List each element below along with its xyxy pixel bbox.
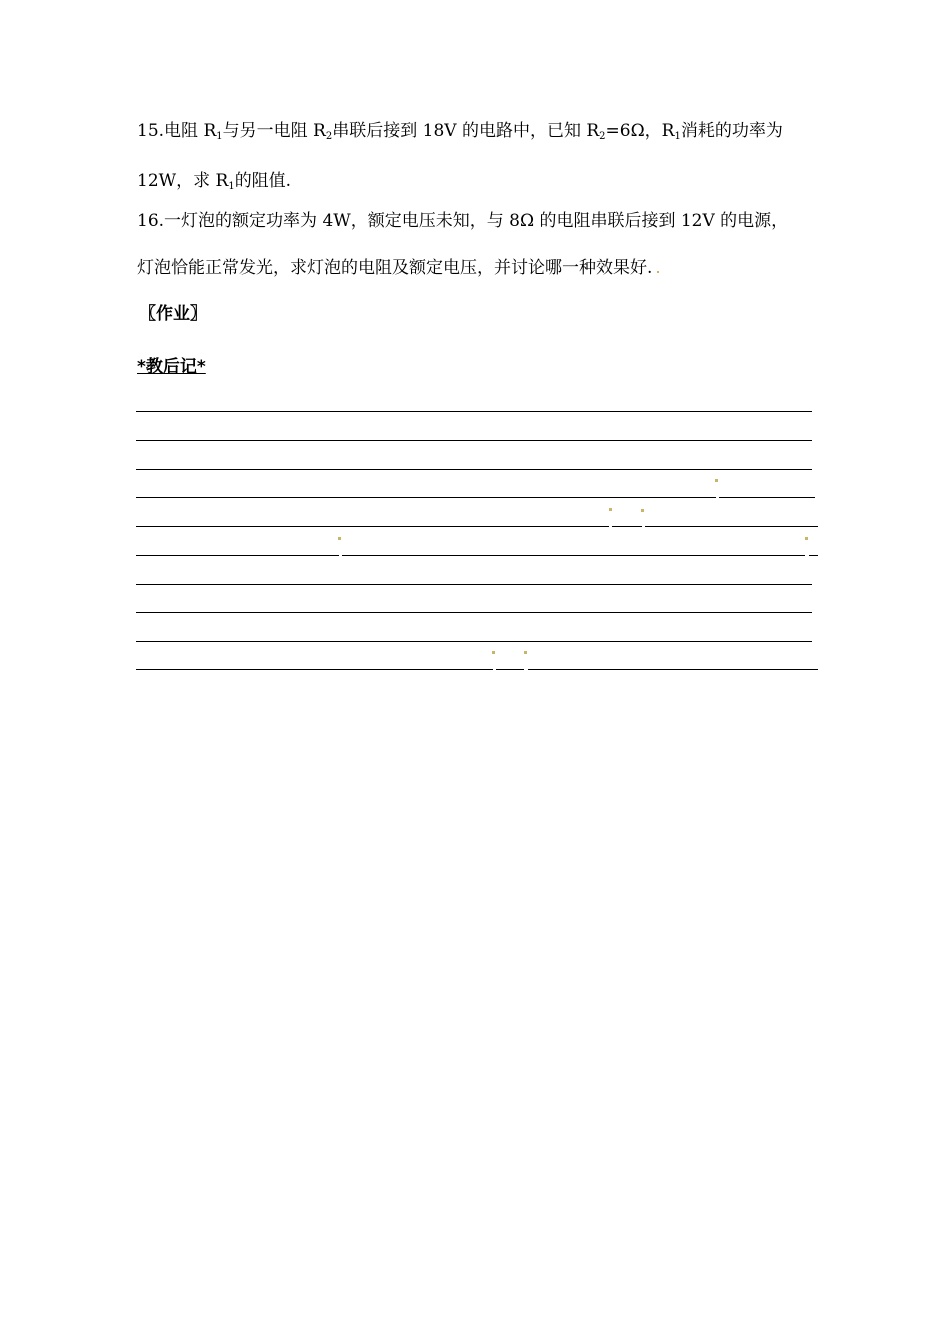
speck-mark bbox=[338, 537, 341, 540]
homework-heading: 〖作业〗 bbox=[139, 304, 207, 324]
writing-line-4b bbox=[719, 497, 815, 498]
writing-line-5a bbox=[136, 526, 609, 527]
writing-line-7 bbox=[136, 584, 812, 585]
writing-line-10c bbox=[528, 669, 818, 670]
speck-mark bbox=[641, 509, 644, 512]
writing-line-6b bbox=[342, 555, 805, 556]
question-15-line-1: 15.电阻 $R_1$与另一电阻 $R_2$串联后接到 18V 的电路中，已知 $R_2=6\Omega$，$R_1$消耗的功率为 bbox=[137, 121, 783, 142]
speck-mark bbox=[657, 271, 659, 273]
speck-mark bbox=[715, 479, 718, 482]
question-15-line-2: 12W，求 $R_1$的阻值. bbox=[137, 171, 292, 192]
writing-line-6a bbox=[136, 555, 339, 556]
afterword-heading: *教后记* bbox=[137, 357, 206, 377]
writing-line-10b bbox=[496, 669, 524, 670]
writing-line-9 bbox=[136, 641, 812, 642]
writing-line-5c bbox=[645, 526, 818, 527]
question-15-number: 15. bbox=[137, 121, 165, 141]
writing-line-8 bbox=[136, 612, 812, 613]
speck-mark bbox=[609, 508, 612, 511]
question-16-line-1: 16.一灯泡的额定功率为 4W，额定电压未知，与 8Ω 的电阻串联后接到 12V 的电源， bbox=[137, 211, 789, 231]
speck-mark bbox=[524, 651, 527, 654]
writing-line-6c bbox=[809, 555, 818, 556]
writing-line-1 bbox=[136, 411, 812, 412]
writing-line-2 bbox=[136, 440, 812, 441]
writing-line-10a bbox=[136, 669, 493, 670]
writing-line-4a bbox=[136, 497, 716, 498]
writing-line-5b bbox=[612, 526, 642, 527]
question-16-line-2: 灯泡恰能正常发光，求灯泡的电阻及额定电压，并讨论哪一种效果好. bbox=[137, 258, 653, 278]
writing-line-3 bbox=[136, 469, 812, 470]
speck-mark bbox=[805, 537, 808, 540]
speck-mark bbox=[492, 651, 495, 654]
